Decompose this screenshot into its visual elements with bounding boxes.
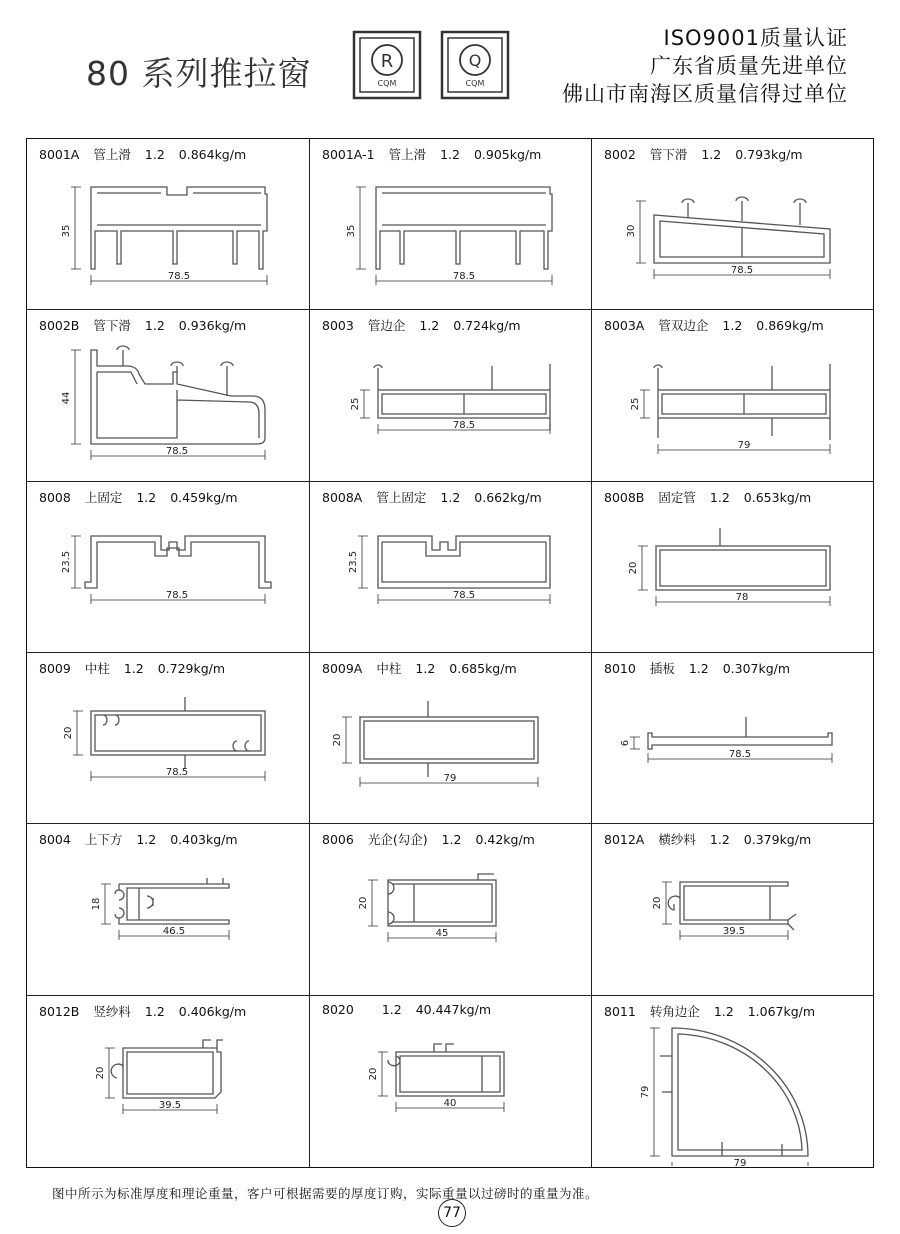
profile-name: 中柱 <box>84 660 110 676</box>
profile-weight: 0.307kg/m <box>722 660 791 676</box>
profile-code: 8003A <box>604 318 645 334</box>
profile-thickness: 1.2 <box>709 832 730 848</box>
profile-name: 管上滑 <box>93 147 131 162</box>
height-dimension: 23.5 <box>348 550 359 573</box>
profile-weight: 0.729kg/m <box>157 660 226 676</box>
profile-thickness: 1.2 <box>144 1003 165 1019</box>
profile-weight: 0.864kg/m <box>178 147 247 162</box>
profile-code: 8004 <box>39 832 71 848</box>
height-dimension: 20 <box>95 1066 106 1080</box>
height-dimension: 25 <box>350 397 361 411</box>
cert-line: ISO9001质量认证 <box>663 26 848 50</box>
width-dimension: 79 <box>737 440 751 452</box>
cert-line: 广东省质量先进单位 <box>650 54 848 78</box>
profile-drawing <box>27 139 309 309</box>
profile-name: 上下方 <box>84 832 123 848</box>
profile-name: 中柱 <box>376 660 402 676</box>
profile-drawing <box>27 996 309 1166</box>
profile-weight: 0.406kg/m <box>178 1003 247 1019</box>
profile-code: 8020 <box>322 1001 354 1017</box>
width-dimension: 78.5 <box>730 265 754 276</box>
profile-drawing <box>592 996 873 1166</box>
profile-drawing <box>27 653 309 823</box>
profile-drawing <box>310 996 592 1166</box>
certification-block <box>562 24 848 108</box>
cqm-r-text: CQM <box>377 79 397 88</box>
profile-thickness: 1.2 <box>722 318 743 334</box>
width-dimension: 39.5 <box>158 1099 182 1111</box>
profile-cell-8008B <box>592 482 873 653</box>
profile-drawing <box>592 653 873 823</box>
profile-code: 8002 <box>604 147 636 162</box>
profile-drawing <box>592 824 873 994</box>
profile-code: 8001A-1 <box>322 147 375 162</box>
width-dimension: 78.5 <box>452 420 476 432</box>
profile-thickness: 1.2 <box>419 318 440 334</box>
profile-cell-8009 <box>27 653 310 824</box>
width-dimension: 79 <box>443 772 457 784</box>
profile-drawing <box>310 482 592 652</box>
profile-code: 8001A <box>39 147 80 162</box>
profile-weight: 0.936kg/m <box>178 318 247 334</box>
profile-cell-8001A-1 <box>310 139 592 310</box>
cert-line: 佛山市南海区质量信得过单位 <box>562 82 848 106</box>
profile-weight: 0.869kg/m <box>756 318 824 334</box>
height-dimension: 20 <box>358 896 369 910</box>
profile-drawing <box>310 824 592 994</box>
height-dimension: 23.5 <box>61 550 72 573</box>
profile-name: 管上滑 <box>388 147 427 162</box>
profile-cell-8020 <box>310 996 592 1167</box>
width-dimension: 78.5 <box>165 446 189 458</box>
height-dimension: 20 <box>368 1067 379 1081</box>
profile-code: 8006 <box>322 832 354 848</box>
height-dimension: 44 <box>61 391 72 405</box>
profile-thickness: 1.2 <box>440 147 460 162</box>
profile-drawing <box>27 824 309 994</box>
page-number: 77 <box>438 1199 466 1227</box>
profile-name: 转角边企 <box>649 1003 700 1019</box>
profile-thickness: 1.2 <box>440 489 461 505</box>
profile-cell-8002B <box>27 310 310 481</box>
width-dimension: 78.5 <box>165 589 189 601</box>
profile-cell-8010 <box>592 653 873 824</box>
height-dimension: 35 <box>346 224 357 238</box>
profile-code: 8008B <box>604 489 645 505</box>
profile-cell-8006 <box>310 824 592 995</box>
profile-weight: 0.793kg/m <box>735 147 803 162</box>
profile-thickness: 1.2 <box>144 318 165 334</box>
profile-name: 固定管 <box>658 489 696 505</box>
profile-drawing <box>310 310 592 480</box>
width-dimension: 79 <box>733 1157 747 1166</box>
profile-code: 8009 <box>39 660 71 676</box>
height-dimension: 20 <box>652 896 663 910</box>
profile-thickness: 1.2 <box>713 1003 734 1019</box>
profile-drawing <box>592 310 873 480</box>
profile-thickness: 1.2 <box>441 832 462 848</box>
profile-grid <box>26 138 874 1168</box>
width-dimension: 78.5 <box>728 748 752 760</box>
footer-note: 图中所示为标准厚度和理论重量，客户可根据需要的厚度订购，实际重量以过磅时的重量为准。 <box>52 1186 599 1201</box>
profile-cell-8008A <box>310 482 592 653</box>
profile-drawing <box>310 139 592 309</box>
profile-code: 8002B <box>39 318 80 334</box>
height-dimension: 18 <box>91 897 102 911</box>
cqm-r-mark: R <box>380 51 394 72</box>
profile-cell-8008 <box>27 482 310 653</box>
profile-drawing <box>310 653 592 823</box>
height-dimension: 79 <box>640 1085 651 1099</box>
height-dimension: 20 <box>63 726 74 740</box>
profile-name: 上固定 <box>84 489 123 505</box>
profile-name: 插板 <box>649 660 675 676</box>
width-dimension: 78.5 <box>452 589 476 601</box>
height-dimension: 20 <box>332 733 343 747</box>
profile-weight: 1.067kg/m <box>747 1003 816 1019</box>
height-dimension: 35 <box>61 224 72 238</box>
height-dimension: 25 <box>630 397 641 411</box>
profile-drawing <box>27 482 309 652</box>
height-dimension: 6 <box>620 739 631 747</box>
profile-thickness: 1.2 <box>136 489 157 505</box>
profile-weight: 0.403kg/m <box>170 832 238 848</box>
profile-name: 管下滑 <box>93 318 131 334</box>
profile-cell-8001A <box>27 139 310 310</box>
profile-cell-8003A <box>592 310 873 481</box>
width-dimension: 78 <box>735 591 749 603</box>
width-dimension: 45 <box>435 928 449 940</box>
cqm-q-logo <box>440 30 510 100</box>
profile-cell-8004 <box>27 824 310 995</box>
profile-code: 8012A <box>604 832 645 848</box>
profile-code: 8010 <box>604 660 636 676</box>
profile-weight: 0.685kg/m <box>449 660 517 676</box>
profile-name: 光企(勾企) <box>367 832 428 848</box>
cqm-r-logo <box>352 30 422 100</box>
profile-weight: 0.724kg/m <box>453 318 521 334</box>
profile-cell-8011 <box>592 996 873 1167</box>
profile-thickness: 1.2 <box>701 147 722 162</box>
profile-weight: 40.447kg/m <box>415 1001 492 1017</box>
profile-thickness: 1.2 <box>381 1001 402 1017</box>
profile-cell-8012B <box>27 996 310 1167</box>
profile-thickness: 1.2 <box>123 660 144 676</box>
profile-code: 8008A <box>322 489 363 505</box>
profile-code: 8003 <box>322 318 354 334</box>
profile-weight: 0.653kg/m <box>743 489 812 505</box>
profile-code: 8009A <box>322 660 363 676</box>
height-dimension: 30 <box>626 224 637 238</box>
profile-weight: 0.379kg/m <box>743 832 812 848</box>
cqm-q-mark: Q <box>468 51 482 70</box>
profile-name: 管边企 <box>367 318 406 334</box>
profile-thickness: 1.2 <box>136 832 157 848</box>
width-dimension: 39.5 <box>722 926 746 938</box>
profile-drawing <box>592 482 873 652</box>
profile-cell-8002 <box>592 139 873 310</box>
profile-weight: 0.42kg/m <box>475 832 535 848</box>
profile-name: 横纱料 <box>658 832 696 848</box>
profile-cell-8009A <box>310 653 592 824</box>
profile-code: 8008 <box>39 489 71 505</box>
profile-weight: 0.905kg/m <box>473 147 542 162</box>
page-title: 80 系列推拉窗 <box>86 54 312 93</box>
profile-weight: 0.662kg/m <box>474 489 542 505</box>
height-dimension: 20 <box>628 561 639 575</box>
profile-drawing <box>592 139 873 309</box>
profile-thickness: 1.2 <box>144 147 165 162</box>
profile-cell-8012A <box>592 824 873 995</box>
width-dimension: 78.5 <box>452 271 476 282</box>
profile-name: 竖纱料 <box>93 1003 131 1019</box>
profile-thickness: 1.2 <box>688 660 709 676</box>
profile-thickness: 1.2 <box>709 489 730 505</box>
profile-code: 8011 <box>604 1003 636 1019</box>
profile-name: 管双边企 <box>658 318 709 334</box>
profile-name: 管下滑 <box>649 147 688 162</box>
profile-drawing <box>27 310 309 480</box>
width-dimension: 40 <box>443 1097 457 1109</box>
profile-thickness: 1.2 <box>415 660 436 676</box>
width-dimension: 78.5 <box>167 271 191 282</box>
width-dimension: 46.5 <box>162 926 186 938</box>
profile-name: 管上固定 <box>376 489 427 505</box>
profile-code: 8012B <box>39 1003 80 1019</box>
cqm-q-text: CQM <box>465 79 485 88</box>
profile-weight: 0.459kg/m <box>170 489 238 505</box>
profile-cell-8003 <box>310 310 592 481</box>
width-dimension: 78.5 <box>165 766 189 778</box>
